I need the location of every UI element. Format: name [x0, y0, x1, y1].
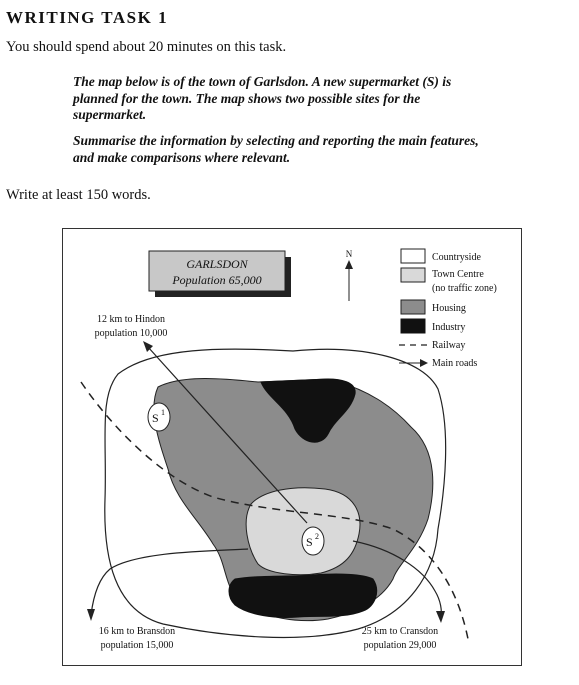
- legend-label-town-centre: Town Centre: [432, 269, 484, 280]
- site-2-label: S: [306, 535, 313, 549]
- bransdon-population-label: population 15,000: [100, 640, 174, 651]
- north-label: N: [345, 249, 353, 259]
- time-note: You should spend about 20 minutes on this task.: [6, 39, 287, 55]
- task-description-line: The map below is of the town of Garlsdon. A new supermarket (S) is: [73, 74, 452, 89]
- legend-label-railway: Railway: [432, 340, 466, 351]
- legend-label-main-roads: Main roads: [432, 358, 478, 369]
- legend-swatch-housing: [401, 300, 425, 314]
- task-description-line: supermarket.: [73, 107, 147, 122]
- town-map: [63, 229, 523, 667]
- legend-swatch-town-centre: [401, 268, 425, 282]
- task-description-line: planned for the town. The map shows two possible sites for the: [73, 90, 421, 106]
- north-arrowhead-icon: [345, 260, 353, 269]
- task-description: [73, 74, 543, 124]
- town-population: Population 65,000: [172, 273, 262, 287]
- industry-area-south: [229, 574, 377, 617]
- site-1-label: S: [152, 411, 159, 425]
- legend-main-roads-arrow-icon: [420, 359, 428, 367]
- road-to-cransdon-arrow: [436, 611, 445, 623]
- task-instruction-line: and make comparisons where relevant.: [73, 149, 291, 165]
- legend-label-housing: Housing: [432, 303, 466, 314]
- road-to-bransdon-arrow: [87, 609, 95, 621]
- hindon-population-label: population 10,000: [94, 328, 168, 339]
- word-count-note: Write at least 150 words.: [6, 187, 151, 203]
- town-centre-area: [246, 488, 360, 575]
- bransdon-distance-label: 16 km to Bransdon: [98, 626, 176, 637]
- task-instruction: [73, 133, 543, 166]
- legend-label-town-centre-note: (no traffic zone): [432, 283, 497, 294]
- task-title: WRITING TASK 1: [6, 8, 169, 27]
- legend-swatch-countryside: [401, 249, 425, 263]
- legend-label-industry: Industry: [432, 322, 466, 333]
- cransdon-population-label: population 29,000: [363, 640, 437, 651]
- town-name: GARLSDON: [186, 257, 248, 271]
- legend-swatch-industry: [401, 319, 425, 333]
- hindon-distance-label: 12 km to Hindon: [96, 314, 166, 325]
- task-instruction-line: Summarise the information by selecting and reporting the main features,: [73, 133, 479, 148]
- map-frame: [62, 228, 522, 666]
- site-2-superscript: 2: [315, 532, 319, 541]
- cransdon-distance-label: 25 km to Cransdon: [361, 626, 439, 637]
- legend-label-countryside: Countryside: [432, 252, 481, 263]
- site-1-superscript: 1: [161, 408, 165, 417]
